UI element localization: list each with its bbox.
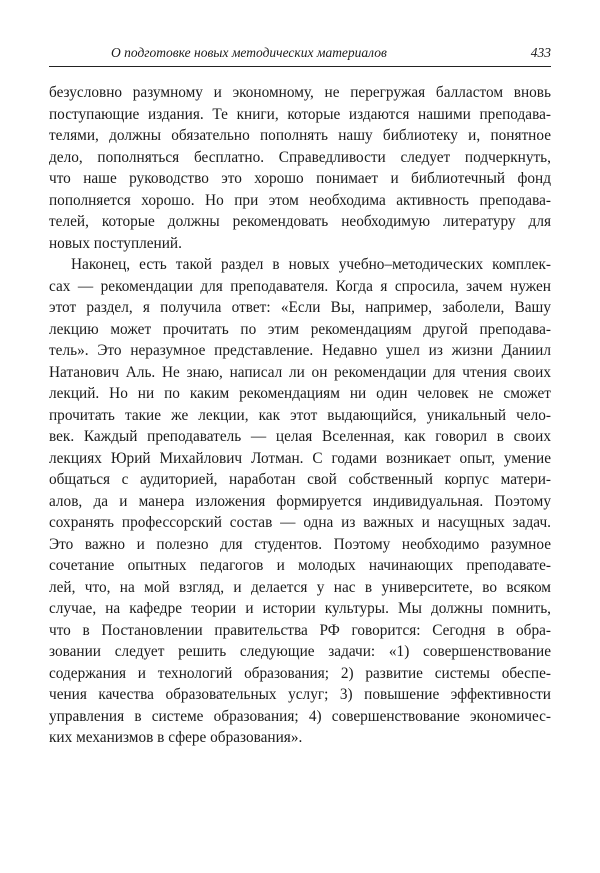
text-line: век. Каждый преподаватель — целая Вселенная, как говорил в своих <box>49 428 551 445</box>
text-line: лекцию может прочитать по этим рекомендациям другой преподава- <box>49 320 551 338</box>
paragraph-1 <box>49 82 551 254</box>
text-line: ких механизмов в сфере образования». <box>49 729 303 746</box>
text-line: телей, которые должны рекомендовать необходимую литературу для <box>49 213 551 230</box>
text-line: телями, должны обязательно пополнять нашу библиотеку и, понятное <box>49 127 551 144</box>
page-number: 433 <box>530 45 551 60</box>
text-line: Наконец, есть такой раздел в новых учебно–методических комплек- <box>71 256 551 273</box>
text-line: Это важно и полезно для студентов. Поэтому необходимо разумное <box>49 535 551 553</box>
text-line: что наше руководство это хорошо понимает и библиотечный фонд <box>49 170 551 187</box>
text-line: новых поступлений. <box>49 234 182 252</box>
text-line: случае, на кафедре теории и истории культуры. Мы должны помнить, <box>49 600 551 617</box>
text-line: этот раздел, я получила ответ: «Если Вы, например, заболели, Вашу <box>49 299 551 316</box>
text-line: управления в системе образования; 4) совершенствование экономичес- <box>49 707 551 725</box>
text-line: сах — рекомендации для преподавателя. Когда я спросила, зачем нужен <box>49 277 551 295</box>
text-line: алов, да и манера изложения формируется индивидуальная. Поэтому <box>49 492 551 510</box>
paragraph-2 <box>49 254 551 749</box>
text-line: тель». Это неразумное представление. Недавно ушел из жизни Даниил <box>49 342 551 359</box>
text-line: безусловно разумному и экономному, не перегружая балластом вновь <box>49 84 551 101</box>
text-line: содержания и технологий образования; 2) развитие системы обеспе- <box>49 664 551 682</box>
text-line: что в Постановлении правительства РФ говорится: Сегодня в обра- <box>49 621 551 639</box>
text-line: сохранять профессорский состав — одна из важных и насущных задач. <box>49 514 551 531</box>
text-line: общаться с аудиторией, наработан свой собственный корпус матери- <box>49 471 551 488</box>
running-header <box>49 44 551 67</box>
text-line: чения качества образовательных услуг; 3) повышение эффективности <box>49 686 551 703</box>
text-line: лей, что, на мой взгляд, и делается у нас в университете, во всяком <box>49 578 551 596</box>
text-line: Натанович Аль. Не знаю, написал ли он рекомендации для чтения своих <box>49 363 551 381</box>
running-header-title: О подготовке новых методических материалов <box>111 45 387 60</box>
text-line: дело, пополняться бесплатно. Справедливости следует подчеркнуть, <box>49 148 551 166</box>
text-line: пополняется хорошо. Но при этом необходима активность преподава- <box>49 191 551 209</box>
text-line: прочитать такие же лекции, как этот выдающийся, уникальный чело- <box>49 406 551 424</box>
text-line: лекций. Но ни по каким рекомендациям ни один человек не сможет <box>49 385 551 402</box>
text-line: лекциях Юрий Михайлович Лотман. С годами возникает опыт, умение <box>49 449 551 467</box>
text-line: сочетание опытных педагогов и молодых начинающих преподавате- <box>49 557 551 574</box>
text-line: поступающие издания. Те книги, которые издаются нашими преподава- <box>49 105 551 123</box>
text-line: зовании следует решить следующие задачи: «1) совершенствование <box>49 643 551 660</box>
body-text <box>49 82 551 749</box>
